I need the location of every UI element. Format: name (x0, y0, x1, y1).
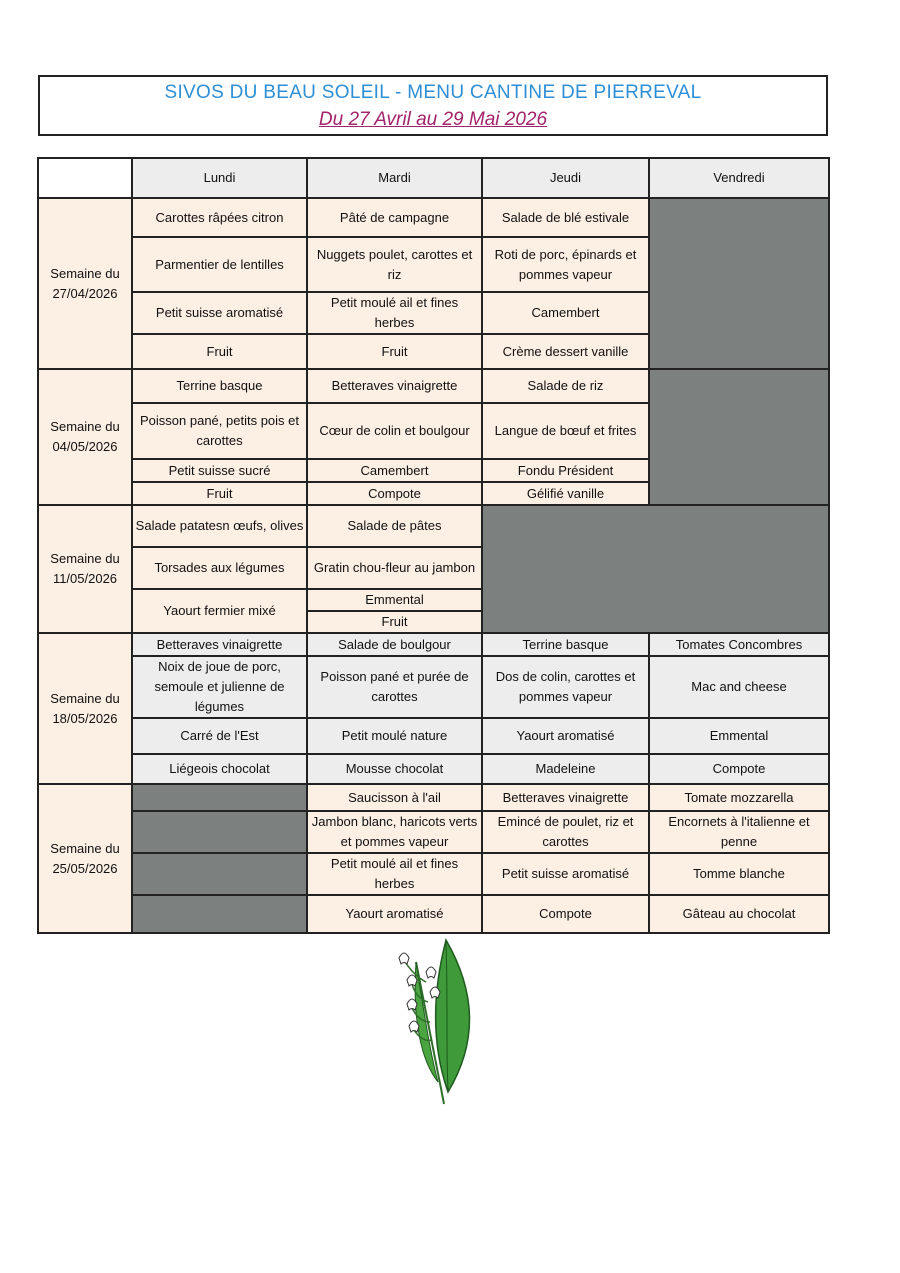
dish-cell: Emmental (649, 718, 829, 754)
dish-cell: Nuggets poulet, carottes et riz (307, 237, 482, 292)
dish-cell: Yaourt aromatisé (307, 895, 482, 933)
table-row (38, 754, 829, 784)
closed-cell (482, 505, 829, 633)
dish-cell: Fondu Président (482, 459, 649, 482)
menu-table (37, 157, 830, 934)
dish-cell: Betteraves vinaigrette (307, 369, 482, 403)
dish-cell: Emincé de poulet, riz et carottes (482, 811, 649, 853)
dish-cell: Langue de bœuf et frites (482, 403, 649, 459)
day-header-mardi: Mardi (307, 158, 482, 198)
dish-cell: Betteraves vinaigrette (482, 784, 649, 811)
dish-cell: Poisson pané, petits pois et carottes (132, 403, 307, 459)
dish-cell: Compote (482, 895, 649, 933)
table-row (38, 718, 829, 754)
table-row (38, 811, 829, 853)
table-row (38, 198, 829, 237)
dish-cell: Liégeois chocolat (132, 754, 307, 784)
table-row (38, 633, 829, 656)
week-label-3: Semaine du 11/05/2026 (38, 505, 132, 633)
dish-cell: Torsades aux légumes (132, 547, 307, 589)
closed-cell (132, 853, 307, 895)
dish-cell: Petit moulé nature (307, 718, 482, 754)
dish-cell: Saucisson à l'ail (307, 784, 482, 811)
closed-cell (132, 784, 307, 811)
dish-cell: Camembert (307, 459, 482, 482)
dish-cell: Petit moulé ail et fines herbes (307, 853, 482, 895)
table-row (38, 656, 829, 718)
dish-cell: Salade de boulgour (307, 633, 482, 656)
dish-cell: Tomme blanche (649, 853, 829, 895)
dish-cell: Betteraves vinaigrette (132, 633, 307, 656)
table-row (38, 369, 829, 403)
day-header-lundi: Lundi (132, 158, 307, 198)
dish-cell: Compote (307, 482, 482, 505)
menu-title: SIVOS DU BEAU SOLEIL - MENU CANTINE DE PIERREVAL (164, 82, 702, 103)
dish-cell: Compote (649, 754, 829, 784)
table-row (38, 895, 829, 933)
week-label-1: Semaine du 27/04/2026 (38, 198, 132, 369)
dish-cell: Yaourt aromatisé (482, 718, 649, 754)
week-label-2: Semaine du 04/05/2026 (38, 369, 132, 505)
table-row (38, 784, 829, 811)
table-row (38, 853, 829, 895)
week-label-4: Semaine du 18/05/2026 (38, 633, 132, 784)
dish-cell: Jambon blanc, haricots verts et pommes vapeur (307, 811, 482, 853)
closed-cell (132, 895, 307, 933)
closed-cell (649, 198, 829, 369)
dish-cell: Crème dessert vanille (482, 334, 649, 369)
dish-cell: Salade de blé estivale (482, 198, 649, 237)
dish-cell: Petit suisse aromatisé (482, 853, 649, 895)
dish-cell: Fruit (132, 482, 307, 505)
week-label-5: Semaine du 25/05/2026 (38, 784, 132, 933)
day-header-jeudi: Jeudi (482, 158, 649, 198)
dish-cell: Terrine basque (482, 633, 649, 656)
table-row (38, 505, 829, 547)
closed-cell (132, 811, 307, 853)
dish-cell: Cœur de colin et boulgour (307, 403, 482, 459)
dish-cell: Fruit (307, 611, 482, 633)
dish-cell: Gélifié vanille (482, 482, 649, 505)
dish-cell: Poisson pané et purée de carottes (307, 656, 482, 718)
dish-cell: Petit suisse aromatisé (132, 292, 307, 334)
dish-cell: Gâteau au chocolat (649, 895, 829, 933)
day-header-row (38, 158, 829, 198)
dish-cell: Mousse chocolat (307, 754, 482, 784)
dish-cell: Dos de colin, carottes et pommes vapeur (482, 656, 649, 718)
dish-cell: Salade de pâtes (307, 505, 482, 547)
dish-cell: Yaourt fermier mixé (132, 589, 307, 633)
dish-cell: Gratin chou-fleur au jambon (307, 547, 482, 589)
day-header-vendredi: Vendredi (649, 158, 829, 198)
dish-cell: Camembert (482, 292, 649, 334)
dish-cell: Petit moulé ail et fines herbes (307, 292, 482, 334)
dish-cell: Petit suisse sucré (132, 459, 307, 482)
dish-cell: Mac and cheese (649, 656, 829, 718)
closed-cell (649, 369, 829, 505)
dish-cell: Terrine basque (132, 369, 307, 403)
dish-cell: Madeleine (482, 754, 649, 784)
lily-of-the-valley-image (386, 932, 482, 1112)
menu-title-box (38, 75, 828, 136)
dish-cell: Fruit (307, 334, 482, 369)
dish-cell: Encornets à l'italienne et penne (649, 811, 829, 853)
dish-cell: Tomate mozzarella (649, 784, 829, 811)
dish-cell: Salade de riz (482, 369, 649, 403)
dish-cell: Salade patatesn œufs, olives (132, 505, 307, 547)
menu-date-range: Du 27 Avril au 29 Mai 2026 (318, 109, 548, 130)
table-corner (38, 158, 132, 198)
dish-cell: Tomates Concombres (649, 633, 829, 656)
dish-cell: Fruit (132, 334, 307, 369)
dish-cell: Carottes râpées citron (132, 198, 307, 237)
dish-cell: Parmentier de lentilles (132, 237, 307, 292)
dish-cell: Roti de porc, épinards et pommes vapeur (482, 237, 649, 292)
dish-cell: Pâté de campagne (307, 198, 482, 237)
dish-cell: Carré de l'Est (132, 718, 307, 754)
dish-cell: Emmental (307, 589, 482, 611)
dish-cell: Noix de joue de porc, semoule et julienne de légumes (132, 656, 307, 718)
